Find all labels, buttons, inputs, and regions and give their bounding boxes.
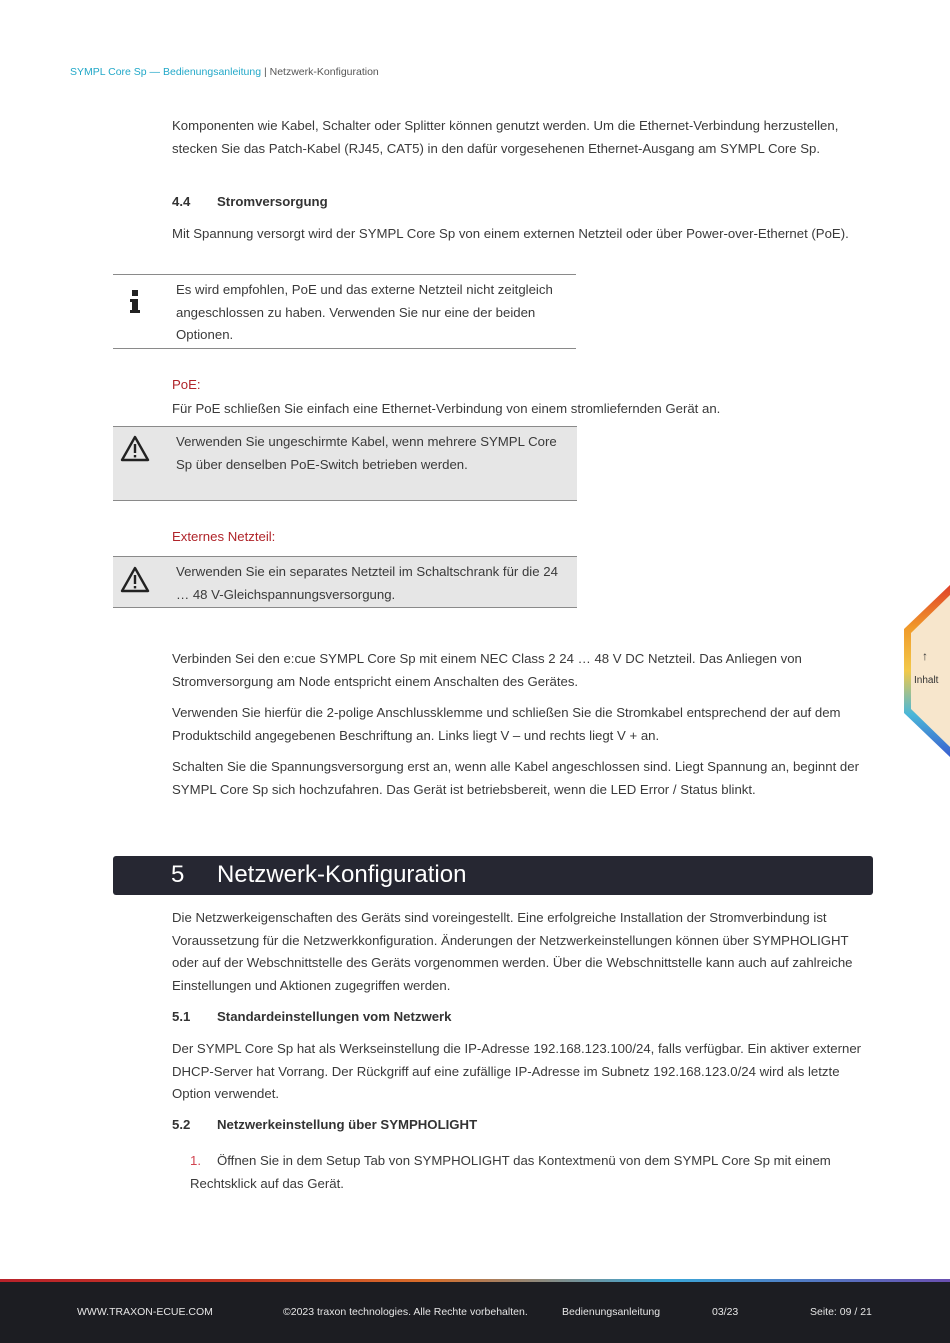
- list-marker: 1.: [190, 1153, 201, 1168]
- poe-warning: [113, 426, 577, 501]
- header-separator: |: [261, 66, 270, 78]
- external-paragraph-3: Schalten Sie die Spannungsversorgung erst an, wenn alle Kabel angeschlossen sind. Liegt Spannung an, beginnt der SYMPL Core Sp sich hochzufahren. Das Gerät ist betriebsbereit, wenn die LED Error / Status blinkt.: [172, 759, 859, 797]
- arrow-up-icon: ↑: [922, 649, 928, 663]
- warning-icon: [118, 563, 152, 597]
- section-5-title: Netzwerk-Konfiguration: [217, 861, 467, 888]
- header-section: Netzwerk-Konfiguration: [269, 66, 379, 78]
- external-warning-text: Verwenden Sie ein separates Netzteil im Schaltschrank für die 24 … 48 V-Gleichspannungsversorgung.: [176, 564, 558, 602]
- heading-5-2-number: 5.2: [172, 1117, 191, 1132]
- intro-paragraph: Komponenten wie Kabel, Schalter oder Splitter können genutzt werden. Um die Ethernet-Verbindung herzustellen, stecken Sie das Patch-Kabel (RJ45, CAT5) in den dafür vorgesehenen Ethernet-Ausgang am SYMPL Core Sp.: [172, 118, 839, 156]
- external-paragraph-1: Verbinden Sei den e:cue SYMPL Core Sp mit einem NEC Class 2 24 … 48 V DC Netzteil. Das Anliegen von Stromversorgung am Node entspricht einem Anschalten des Gerätes.: [172, 651, 802, 689]
- heading-5-1-title: Standardeinstellungen vom Netzwerk: [217, 1009, 452, 1024]
- footer-color-strip: [0, 1279, 950, 1282]
- heading-5-2-title: Netzwerkeinstellung über SYMPHOLIGHT: [217, 1117, 478, 1132]
- info-icon: [118, 285, 152, 319]
- section-5-number: 5: [171, 861, 185, 888]
- footer: [0, 1279, 950, 1343]
- heading-5-1: [172, 1009, 452, 1024]
- side-tab-inhalt[interactable]: [902, 585, 950, 757]
- external-paragraph-2: Verwenden Sie hierfür die 2-polige Anschlussklemme und schließen Sie die Stromkabel entsprechend der auf dem Produktschild angegebenen Beschriftung an. Links liegt V – und rechts liegt V + an.: [172, 705, 841, 743]
- poe-warning-text: Verwenden Sie ungeschirmte Kabel, wenn mehrere SYMPL Core Sp über denselben PoE-Switch betrieben werden.: [176, 434, 557, 472]
- power-paragraph: Mit Spannung versorgt wird der SYMPL Core Sp von einem externen Netzteil oder über Power-over-Ethernet (PoE).: [172, 226, 849, 241]
- poe-paragraph: Für PoE schließen Sie einfach eine Ethernet-Verbindung von einem stromliefernden Gerät an.: [172, 401, 721, 416]
- info-note-text: Es wird empfohlen, PoE und das externe Netzteil nicht zeitgleich angeschlossen zu haben. Verwenden Sie nur eine der beiden Optionen.: [176, 282, 553, 342]
- side-tab-label: Inhalt: [914, 675, 939, 686]
- heading-4-4-number: 4.4: [172, 194, 191, 209]
- poe-heading: PoE:: [172, 377, 201, 392]
- side-tab-background: [902, 585, 950, 757]
- footer-page-number: Seite: 09 / 21: [810, 1306, 872, 1318]
- warning-icon: [118, 432, 152, 466]
- heading-5-2: [172, 1117, 477, 1132]
- footer-doc-type: Bedienungsanleitung: [562, 1306, 661, 1318]
- section-5-heading: [113, 856, 873, 895]
- header-doc-title[interactable]: SYMPL Core Sp — Bedienungsanleitung: [70, 66, 262, 78]
- list-item-text: Öffnen Sie in dem Setup Tab von SYMPHOLIGHT das Kontextmenü von dem SYMPL Core Sp mit einem Rechtsklick auf das Gerät.: [190, 1153, 831, 1191]
- list-item: [190, 1150, 870, 1195]
- heading-4-4-title: Stromversorgung: [217, 194, 328, 209]
- section-5-1-paragraph: Der SYMPL Core Sp hat als Werkseinstellung die IP-Adresse 192.168.123.100/24, falls verfügbar. Ein aktiver externer DHCP-Server hat Vorrang. Der Rückgriff auf eine zufällige IP-Adresse im Subnetz 192.168.123.0/24 wird als letzte Option verwendet.: [172, 1041, 862, 1101]
- external-warning: [113, 556, 577, 608]
- footer-copyright: ©2023 traxon technologies. Alle Rechte vorbehalten.: [283, 1306, 528, 1318]
- footer-website[interactable]: WWW.TRAXON-ECUE.COM: [77, 1306, 213, 1318]
- footer-version: 03/23: [712, 1306, 739, 1318]
- info-note: [113, 274, 576, 349]
- external-heading: Externes Netzteil:: [172, 529, 276, 544]
- section-5-paragraph: Die Netzwerkeigenschaften des Geräts sind voreingestellt. Eine erfolgreiche Installation der Stromverbindung ist Voraussetzung für die Netzwerkkonfiguration. Änderungen der Netzwerkeinstellungen können über SYMPHOLIGHT oder auf der Webschnittstelle des Geräts vorgenommen werden. Über die Webschnittstelle kann auch auf zahlreiche Einstellungen und Aktionen zugegriffen werden.: [172, 910, 853, 993]
- heading-4-4: [172, 194, 328, 209]
- running-header: [70, 66, 379, 78]
- heading-5-1-number: 5.1: [172, 1009, 191, 1024]
